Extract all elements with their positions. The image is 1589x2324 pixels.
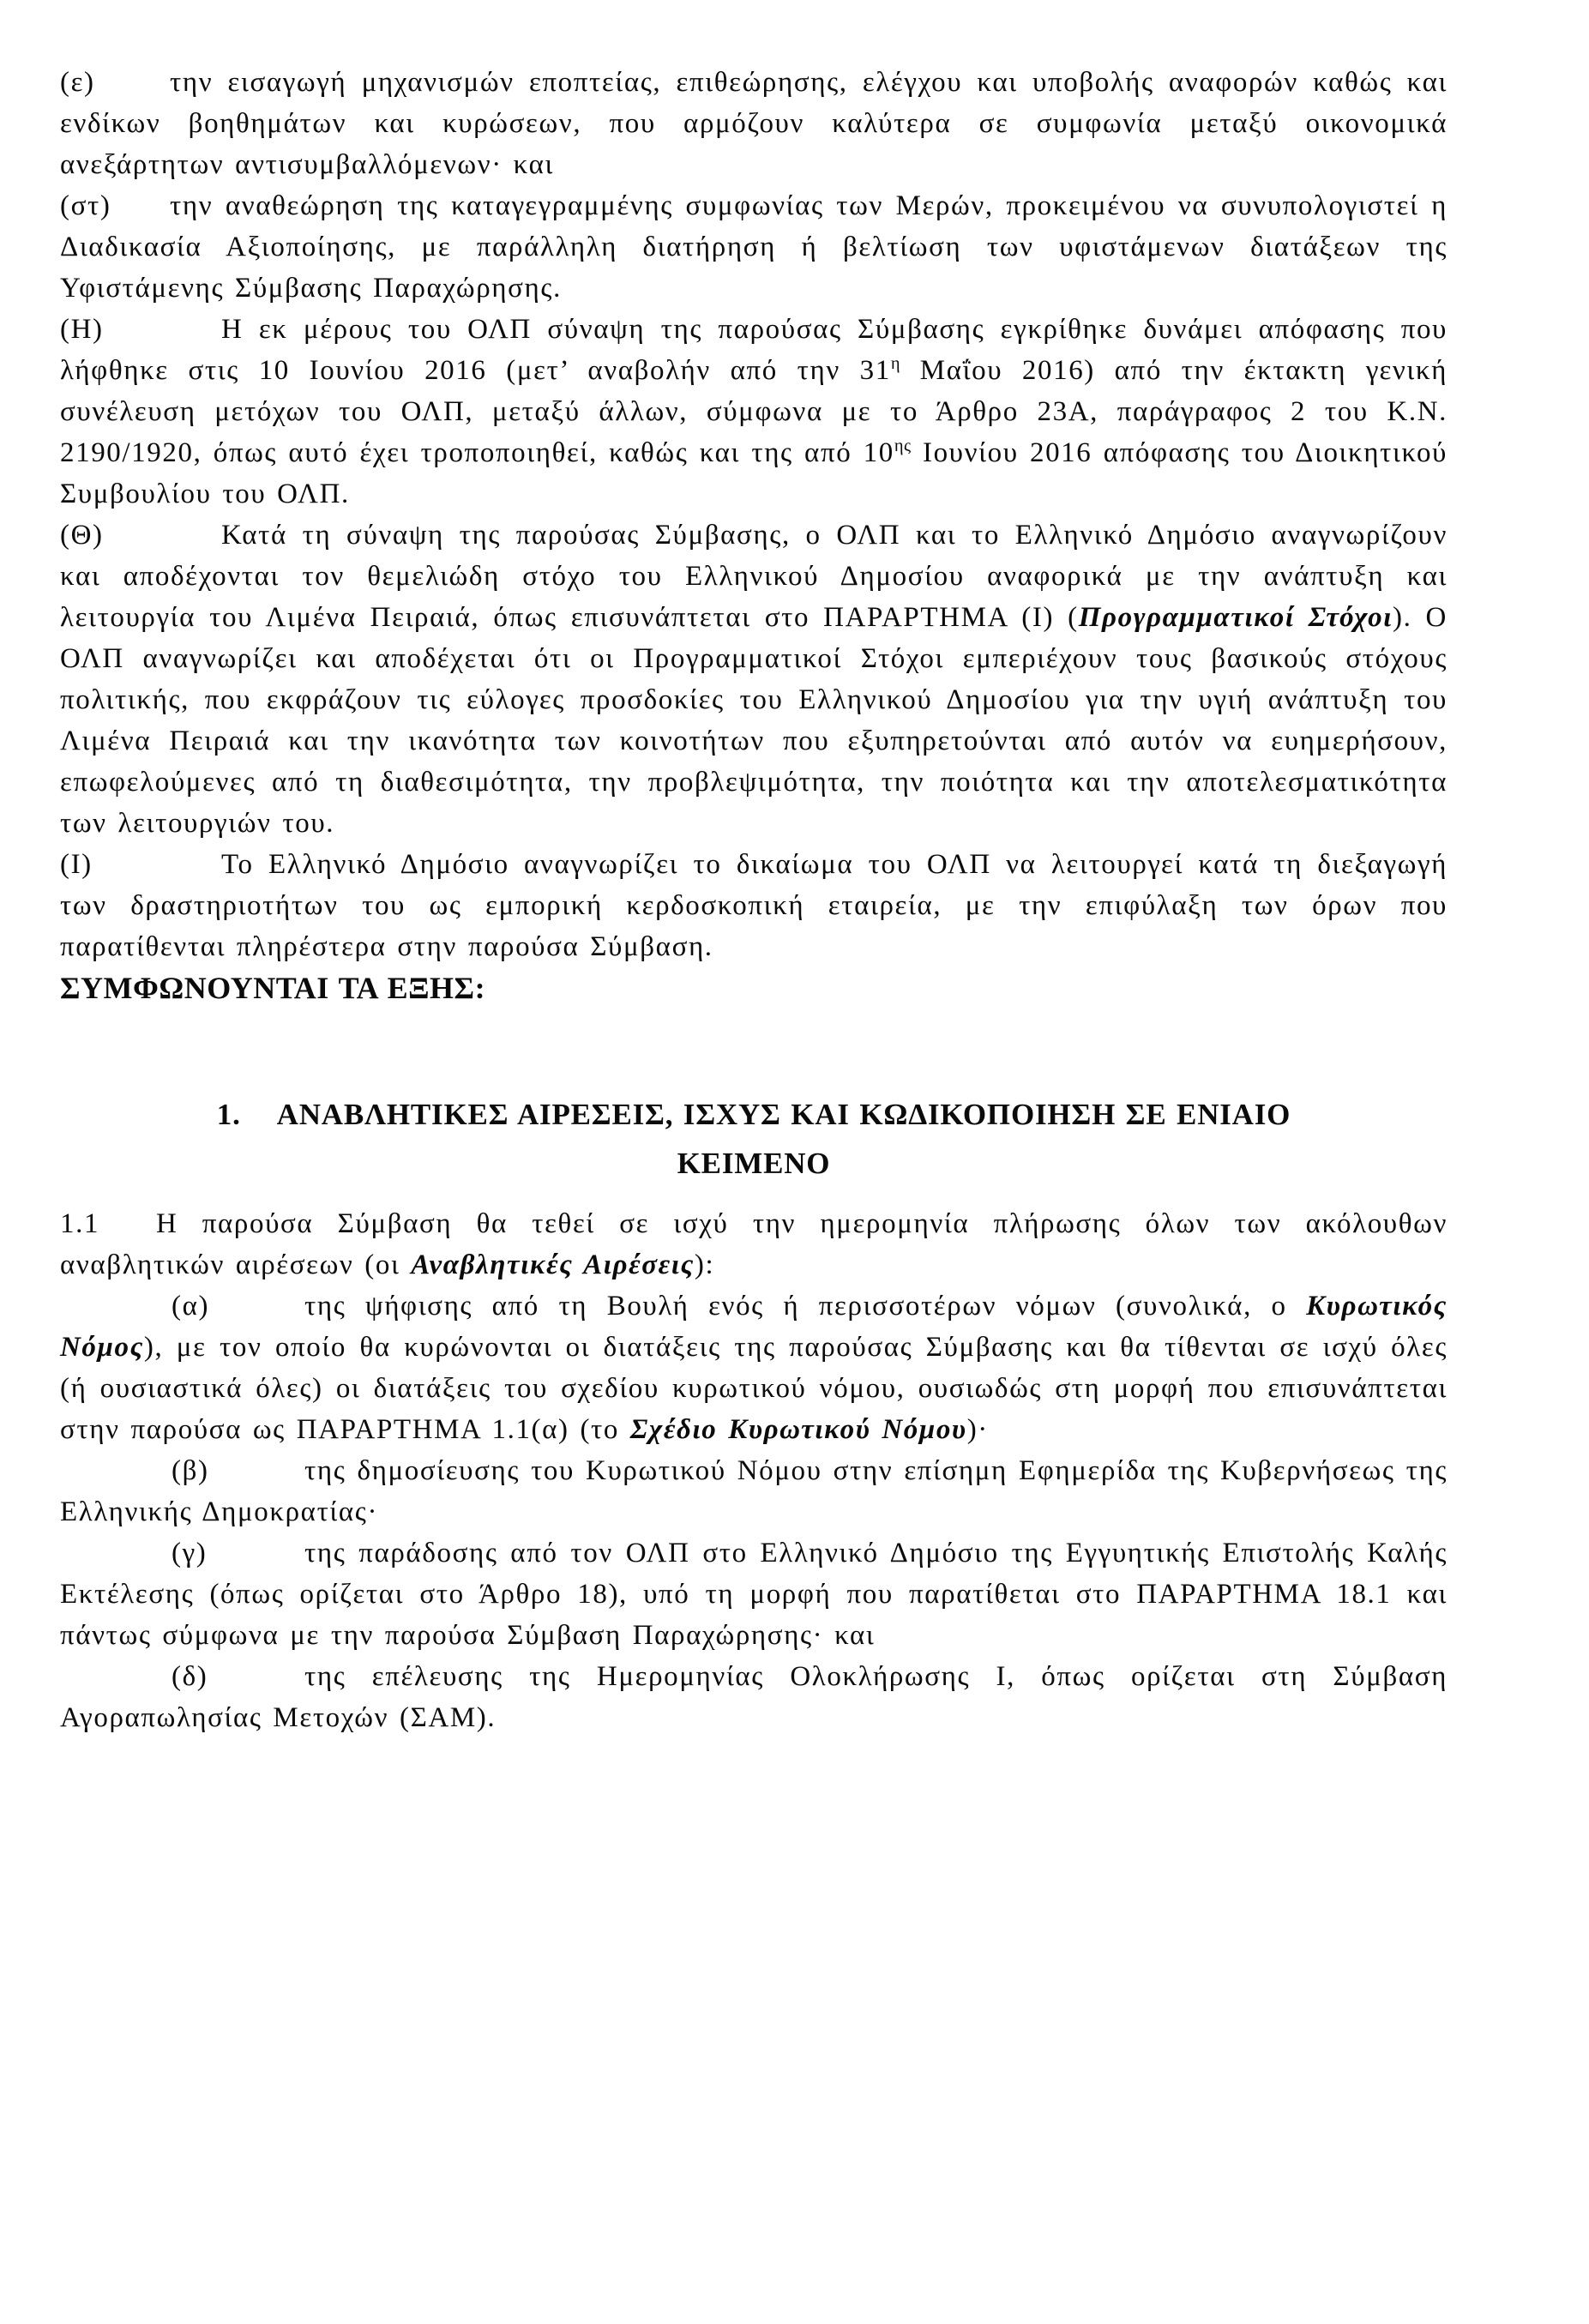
ordinal-superscript: η [890,354,901,373]
preamble-clause-theta [60,515,1448,844]
clause-label: (β) [172,1455,209,1486]
agreement-heading: ΣΥΜΦΩΝΟΥΝΤΑΙ ΤΑ ΕΞΗΣ: [60,971,486,1005]
condition-delta [60,1656,1448,1738]
section-title-line2: ΚΕΙΜΕΝΟ [677,1147,831,1180]
clause-text: Μαΐου 2016) από την έκτακτη γενική συνέλευση μετόχων του ΟΛΠ, μεταξύ άλλων, σύμφωνα με το Άρθρο 23Α, παράγραφος 2 του Κ.Ν. 2190/1920, όπως αυτό έχει τροποποιηθεί, καθώς και της από 10 [60,355,1448,468]
clause-label: 1.1 [60,1208,100,1239]
ordinal-superscript: ης [894,437,912,455]
clause-text: Η παρούσα Σύμβαση θα τεθεί σε ισχύ την ημερομηνία πλήρωσης όλων των ακόλουθων αναβλητικών αιρέσεων (οι [60,1208,1448,1280]
defined-term: Αναβλητικές Αιρέσεις [411,1249,695,1280]
clause-label: (Ι) [60,849,93,880]
clause-text: )· [966,1414,989,1445]
defined-term: Κυρωτικός Νόμος [60,1291,1448,1363]
clause-text: την αναθεώρηση της καταγεγραμμένης συμφωνίας των Μερών, προκειμένου να συνυπολογιστεί η Διαδικασία Αξιοποίησης, με παράλληλη διατήρηση ή βελτίωση των υφιστάμενων διατάξεων της Υφιστάμενης Σύμβασης Παραχώρησης. [60,190,1448,304]
condition-gamma [60,1532,1448,1656]
section-title-line1: ΑΝΑΒΛΗΤΙΚΕΣ ΑΙΡΕΣΕΙΣ, ΙΣΧΥΣ ΚΑΙ ΚΩΔΙΚΟΠΟΙΗΣΗ ΣΕ ΕΝΙΑΙΟ [276,1098,1291,1131]
clause-text: Ιουνίου 2016 απόφασης του Διοικητικού Συμβουλίου του ΟΛΠ. [60,437,1448,509]
clause-label: (α) [172,1291,210,1322]
clause-label: (Η) [60,314,104,345]
preamble-clause-sigma-tau [60,185,1448,309]
clause-text: της παράδοσης από τον ΟΛΠ στο Ελληνικό Δημόσιο της Εγγυητικής Επιστολής Καλής Εκτέλεσης (όπως ορίζεται στο Άρθρο 18), υπό τη μορφή που παρατίθεται στο ΠΑΡΑΡΤΗΜΑ 18.1 και πάντως σύμφωνα με την παρούσα Σύμβαση Παραχώρησης· και [60,1538,1448,1651]
clause-label: (ε) [60,67,95,98]
condition-alpha [60,1285,1448,1450]
preamble-clause-eta [60,309,1448,515]
defined-term: Σχέδιο Κυρωτικού Νόμου [629,1414,967,1445]
clause-text: της επέλευσης της Ημερομηνίας Ολοκλήρωσης Ι, όπως ορίζεται στη Σύμβαση Αγοραπωλησίας Μετοχών (ΣΑΜ). [60,1661,1448,1733]
clause-label: (γ) [172,1538,208,1568]
clause-text: την εισαγωγή μηχανισμών εποπτείας, επιθεώρησης, ελέγχου και υποβολής αναφορών καθώς και ενδίκων βοηθημάτων και κυρώσεων, που αρμόζουν καλύτερα σε συμφωνία μεταξύ οικονομικά ανεξάρτητων αντισυμβαλλόμενων· και [60,67,1448,180]
clause-text: ). Ο ΟΛΠ αναγνωρίζει και αποδέχεται ότι οι Προγραμματικοί Στόχοι εμπεριέχουν τους βασικούς στόχους πολιτικής, που εκφράζουν τις εύλογες προσδοκίες του Ελληνικού Δημοσίου για την υγιή ανάπτυξη του Λιμένα Πειραιά και την ικανότητα των κοινοτήτων που εξυπηρετούνται από αυτόν να ευημερήσουν, επωφελούμενες από τη διαθεσιμότητα, την προβλεψιμότητα, την ποιότητα και την αποτελεσματικότητα των λειτουργιών του. [60,602,1448,839]
defined-term: Προγραμματικοί Στόχοι [1078,602,1393,633]
section-1-heading [60,1090,1448,1188]
clause-1-1 [60,1203,1448,1285]
section-number: 1. [216,1098,241,1131]
condition-beta [60,1450,1448,1532]
clause-text: της ψήφισης από τη Βουλή ενός ή περισσοτέρων νόμων (συνολικά, ο [304,1291,1307,1322]
preamble-clause-epsilon [60,62,1448,185]
clause-label: (στ) [60,190,111,221]
clause-text: Κατά τη σύναψη της παρούσας Σύμβασης, ο ΟΛΠ και το Ελληνικό Δημόσιο αναγνωρίζουν και αποδέχονται τον θεμελιώδη στόχο του Ελληνικού Δημοσίου αναφορικά με την ανάπτυξη και λειτουργία του Λιμένα Πειραιά, όπως επισυνάπτεται στο ΠΑΡΑΡΤΗΜΑ (Ι) ( [60,520,1448,633]
clause-text: Η εκ μέρους του ΟΛΠ σύναψη της παρούσας Σύμβασης εγκρίθηκε δυνάμει απόφασης που λήφθηκε στις 10 Ιουνίου 2016 (μετ’ αναβολήν από την 31 [60,314,1448,386]
clause-label: (δ) [172,1661,208,1692]
clause-text: της δημοσίευσης του Κυρωτικού Νόμου στην επίσημη Εφημερίδα της Κυβερνήσεως της Ελληνικής Δημοκρατίας· [60,1455,1448,1527]
clause-label: (Θ) [60,520,104,551]
clause-text: ): [694,1249,715,1280]
clause-text: Το Ελληνικό Δημόσιο αναγνωρίζει το δικαίωμα του ΟΛΠ να λειτουργεί κατά τη διεξαγωγή των δραστηριοτήτων του ως εμπορική κερδοσκοπική εταιρεία, με την επιφύλαξη των όρων που παρατίθενται πληρέστερα στην παρούσα Σύμβαση. [60,849,1448,962]
preamble-clause-iota [60,844,1448,967]
clause-text: ), με τον οποίο θα κυρώνονται οι διατάξεις της παρούσας Σύμβασης και θα τίθενται σε ισχύ όλες (ή ουσιαστικά όλες) οι διατάξεις του σχεδίου κυρωτικού νόμου, ουσιωδώς στη μορφή που επισυνάπτεται στην παρούσα ως ΠΑΡΑΡΤΗΜΑ 1.1(α) (το [60,1332,1448,1445]
